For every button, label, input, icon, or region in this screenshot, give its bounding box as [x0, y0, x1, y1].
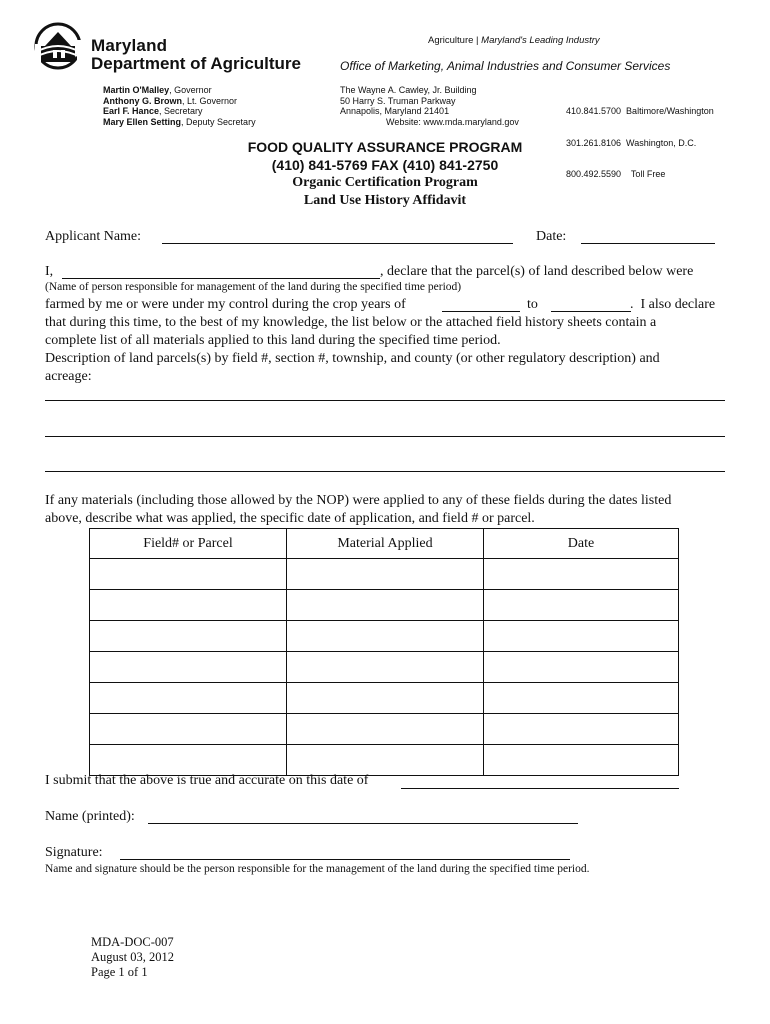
doc-id: MDA-DOC-007: [91, 935, 174, 949]
table-header-row: [90, 529, 679, 559]
date-label: Date:: [536, 229, 567, 244]
table-cell[interactable]: [287, 559, 484, 590]
doc-date: August 03, 2012: [91, 950, 174, 964]
applicant-name-field[interactable]: [162, 243, 513, 244]
materials-line-2: above, describe what was applied, the specific date of application, and field # or parcel.: [45, 511, 535, 526]
signature-label: Signature:: [45, 845, 103, 860]
mda-logo: [33, 22, 83, 70]
table-row: [90, 652, 679, 683]
table-row: [90, 590, 679, 621]
materials-table: [89, 528, 679, 776]
table-cell[interactable]: [484, 590, 679, 621]
table-cell[interactable]: [90, 745, 287, 776]
description-line-2: acreage:: [45, 369, 92, 384]
name-printed-label: Name (printed):: [45, 809, 135, 824]
description-line-1: Description of land parcels(s) by field #, section #, township, and county (or other regulatory description) and: [45, 351, 660, 366]
table-cell[interactable]: [484, 714, 679, 745]
to-label: to: [527, 297, 538, 312]
i-label: I,: [45, 264, 54, 279]
official-item: Martin O'Malley, Governor: [103, 85, 212, 95]
table-cell[interactable]: [484, 745, 679, 776]
address-line: 50 Harry S. Truman Parkway: [340, 95, 456, 106]
paragraph-line-3: complete list of all materials applied to this land during the specified time period.: [45, 333, 501, 348]
page-number: Page 1 of 1: [91, 965, 148, 979]
description-field-3[interactable]: [45, 471, 725, 472]
phone-line: 800.492.5590 Toll Free: [566, 169, 666, 179]
tagline-prefix: Agriculture |: [428, 35, 482, 46]
table-cell[interactable]: [90, 652, 287, 683]
program-phone: (410) 841-5769 FAX (410) 841-2750: [271, 157, 499, 173]
header-material-applied: Material Applied: [287, 529, 484, 559]
logo-line-2: Department of Agriculture: [91, 54, 302, 73]
paragraph-line-2: that during this time, to the best of my knowledge, the list below or the attached field history sheets contain a: [45, 315, 657, 330]
date-field[interactable]: [581, 243, 715, 244]
crop-year-end-field[interactable]: [551, 311, 631, 312]
responsible-name-field[interactable]: [62, 278, 380, 279]
tagline-rest: Maryland's Leading Industry: [481, 35, 600, 46]
footer-block: [91, 935, 174, 980]
program-title: FOOD QUALITY ASSURANCE PROGRAM: [247, 139, 523, 155]
table-cell[interactable]: [287, 652, 484, 683]
address-line: The Wayne A. Cawley, Jr. Building: [340, 85, 477, 95]
logo-line-1: Maryland: [91, 36, 168, 55]
website-line: Website: www.mda.maryland.gov: [386, 116, 519, 127]
description-field-1[interactable]: [45, 400, 725, 401]
mda-seal-icon: [33, 22, 83, 70]
table-cell[interactable]: [90, 683, 287, 714]
table-cell[interactable]: [484, 683, 679, 714]
official-item: Anthony G. Brown, Lt. Governor: [103, 95, 238, 106]
header-date: Date: [484, 529, 679, 559]
officials-list: [103, 85, 256, 127]
table-row: [90, 745, 679, 776]
table-cell[interactable]: [287, 621, 484, 652]
address-line: Annapolis, Maryland 21401: [340, 106, 450, 116]
signature-note: Name and signature should be the person responsible for the management of the land during the specified time period.: [45, 863, 590, 875]
description-field-2[interactable]: [45, 436, 725, 437]
header-field-parcel: Field# or Parcel: [90, 529, 287, 559]
official-item: Earl F. Hance, Secretary: [103, 106, 203, 116]
signature-field[interactable]: [120, 859, 570, 860]
submit-text: I submit that the above is true and accurate on this date of: [45, 773, 369, 788]
also-declare-text: . I also declare: [630, 297, 716, 312]
table-cell[interactable]: [287, 683, 484, 714]
submit-date-field[interactable]: [401, 788, 679, 789]
subtitle-affidavit: Land Use History Affidavit: [303, 193, 467, 208]
table-cell[interactable]: [287, 714, 484, 745]
tagline: [428, 35, 600, 46]
declare-text: , declare that the parcel(s) of land described below were: [380, 264, 694, 279]
table-cell[interactable]: [90, 590, 287, 621]
table-cell[interactable]: [90, 559, 287, 590]
phone-line: 410.841.5700 Baltimore/Washington: [566, 106, 714, 116]
table-cell[interactable]: [484, 621, 679, 652]
table-row: [90, 559, 679, 590]
table-row: [90, 683, 679, 714]
table-cell[interactable]: [287, 745, 484, 776]
table-cell[interactable]: [484, 652, 679, 683]
crop-year-start-field[interactable]: [442, 311, 520, 312]
office-name: Office of Marketing, Animal Industries and Consumer Services: [340, 59, 671, 73]
name-note: (Name of person responsible for management of the land during the specified time period): [45, 281, 462, 293]
table-cell[interactable]: [484, 559, 679, 590]
table-cell[interactable]: [90, 621, 287, 652]
table-row: [90, 621, 679, 652]
name-printed-field[interactable]: [148, 823, 578, 824]
applicant-label: Applicant Name:: [45, 229, 142, 244]
farmed-text: farmed by me or were under my control during the crop years of: [45, 297, 406, 312]
address-block: [340, 85, 519, 127]
official-item: Mary Ellen Setting, Deputy Secretary: [103, 116, 256, 127]
materials-line-1: If any materials (including those allowed by the NOP) were applied to any of these fields during the dates listed: [45, 493, 672, 508]
subtitle-organic: Organic Certification Program: [292, 175, 478, 190]
table-row: [90, 714, 679, 745]
table-cell[interactable]: [287, 590, 484, 621]
phone-line: 301.261.8106 Washington, D.C.: [566, 137, 697, 148]
table-cell[interactable]: [90, 714, 287, 745]
